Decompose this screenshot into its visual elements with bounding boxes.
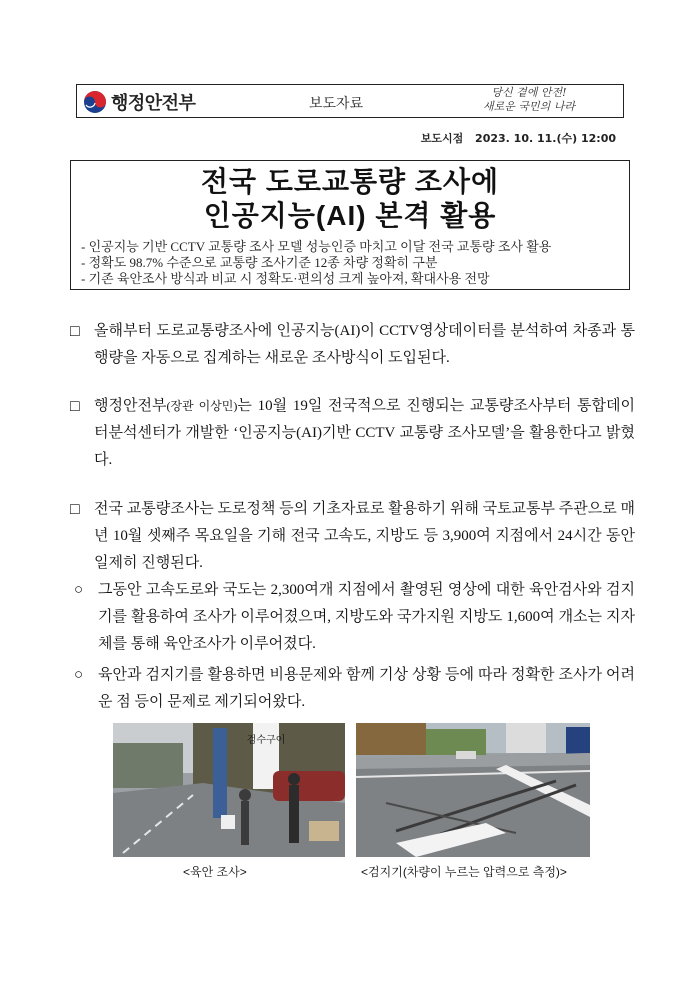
detector-photo: [356, 723, 590, 857]
sub-paragraph: [74, 577, 635, 658]
sub-paragraph: [74, 662, 635, 716]
headline: [71, 165, 629, 233]
press-header: [76, 84, 624, 118]
square-bullet-icon: □: [70, 398, 80, 415]
photo-caption-detector: <검지기(차량이 누르는 압력으로 측정)>: [361, 865, 567, 879]
ministry-logo: [83, 89, 195, 115]
summary-item: - 인공지능 기반 CCTV 교통량 조사 모델 성능인증 마치고 이달 전국 교통량 조사 활용: [81, 239, 552, 254]
photo-section: [113, 723, 593, 883]
paragraph-text-rest: 는 10월 19일 전국적으로 진행되는 교통량조사부터 통합데이터분석센터가 개발한 ‘인공지능(AI)기반 CCTV 교통량 조사모델’을 활용한다고 밝혔다.: [94, 398, 636, 468]
paragraph: [70, 496, 635, 577]
square-bullet-icon: □: [70, 323, 80, 340]
paragraph: [70, 393, 635, 474]
manual-survey-photo: [113, 723, 345, 857]
summary-item: - 기존 육안조사 방식과 비교 시 정확도·편의성 크게 높아져, 확대사용 전망: [81, 271, 490, 286]
paragraph: [70, 318, 635, 372]
taegeuk-emblem-icon: [83, 90, 107, 114]
slogan-line-2: 새로운 국민의 나라: [482, 100, 575, 113]
handwritten-slogan: [469, 86, 589, 114]
headline-box: [70, 160, 630, 290]
release-time: [413, 130, 616, 146]
summary-list: [81, 239, 629, 287]
paragraph-text: 올해부터 도로교통량조사에 인공지능(AI)이 CCTV영상데이터를 분석하여 차종과 통행량을 자동으로 집계하는 새로운 조사방식이 도입된다.: [94, 323, 635, 366]
paragraph-text-start: 행정안전부: [94, 398, 167, 414]
ministry-name: 행정안전부: [111, 93, 196, 114]
circle-bullet-icon: ○: [74, 582, 84, 598]
headline-line-1: 전국 도로교통량 조사에: [200, 166, 500, 197]
photo-caption-manual: <육안 조사>: [183, 865, 247, 879]
release-label: 보도시점: [420, 132, 464, 145]
minister-note: (장관 이상민): [166, 399, 238, 413]
paragraph-text: 전국 교통량조사는 도로정책 등의 기초자료로 활용하기 위해 국토교통부 주관으로 매년 10월 셋째주 목요일을 기해 전국 고속도, 지방도 등 3,900여 지점에서 24시간 동안 일제히 진행된다.: [94, 501, 635, 571]
sign-text: 검수구이: [246, 735, 286, 746]
paragraph-text: [94, 393, 635, 474]
sub-paragraph-text: 육안과 검지기를 활용하면 비용문제와 함께 기상 상황 등에 따라 정확한 조사가 어려운 점 등이 문제로 제기되어왔다.: [98, 667, 635, 710]
article-body: [70, 318, 635, 716]
detector-image: [356, 723, 590, 857]
headline-line-2: 인공지능(AI) 본격 활용: [203, 200, 497, 231]
sub-paragraph-text: 그동안 고속도로와 국도는 2,300여개 지점에서 촬영된 영상에 대한 육안검사와 검지기를 활용하여 조사가 이루어졌으며, 지방도와 국가지원 지방도 1,600여 개소는 지자체를 통해 육안조사가 이루어졌다.: [98, 582, 635, 652]
release-datetime: 2023. 10. 11.(수) 12:00: [475, 132, 616, 145]
press-release-label: 보도자료: [309, 96, 364, 112]
summary-item: - 정확도 98.7% 수준으로 교통량 조사기준 12종 차량 정확히 구분: [81, 255, 438, 270]
circle-bullet-icon: ○: [74, 667, 84, 683]
manual-survey-image: [113, 723, 345, 857]
square-bullet-icon: □: [70, 501, 80, 518]
slogan-line-1: 당신 곁에 안전!: [491, 86, 567, 99]
